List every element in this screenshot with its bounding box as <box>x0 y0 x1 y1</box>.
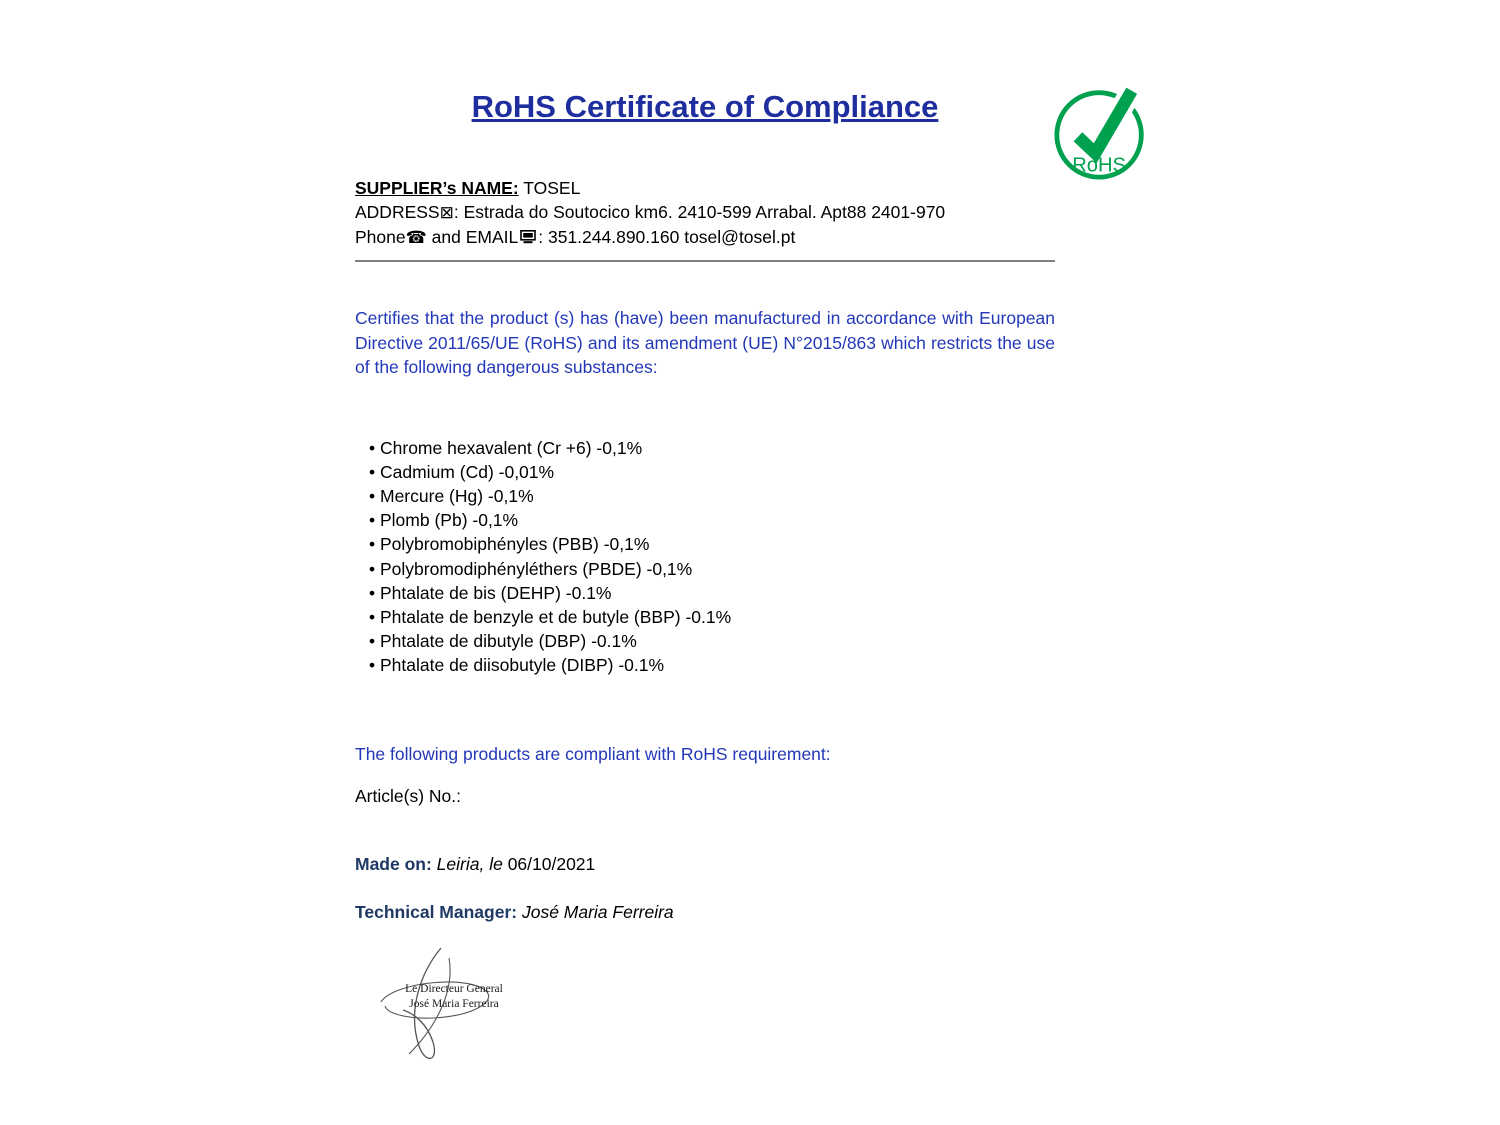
supplier-name-value: TOSEL <box>518 178 581 198</box>
made-on-line <box>355 852 1055 876</box>
supplier-contact-line <box>355 225 1055 250</box>
article-label: Article(s) No.: <box>355 785 461 806</box>
phone-icon: ☎ <box>405 228 427 247</box>
envelope-icon: ⊠ <box>439 203 454 222</box>
email-label: and EMAIL <box>426 227 519 247</box>
technical-manager-line <box>355 900 1055 924</box>
substance-item: • Phtalate de dibutyle (DBP) -0.1% <box>369 629 1055 653</box>
supplier-block <box>355 176 1055 250</box>
computer-icon <box>520 226 536 250</box>
supplier-name-line <box>355 176 1055 200</box>
signature-block <box>363 944 543 1074</box>
compliance-statement: The following products are compliant with RoHS requirement: <box>355 743 831 764</box>
supplier-name-label: SUPPLIER’s NAME: <box>355 178 519 198</box>
signature-line2: José Maria Ferreira <box>409 997 499 1010</box>
substance-item: • Mercure (Hg) -0,1% <box>369 484 1055 508</box>
made-on-date: 06/10/2021 <box>507 853 596 874</box>
made-on-label: Made on: <box>355 853 432 874</box>
header-divider <box>355 260 1055 262</box>
substance-item: • Cadmium (Cd) -0,01% <box>369 460 1055 484</box>
substances-list <box>355 436 1055 678</box>
contact-value: : 351.244.890.160 tosel@tosel.pt <box>538 227 796 247</box>
substance-item: • Phtalate de diisobutyle (DIBP) -0.1% <box>369 653 1055 677</box>
substance-item: • Polybromodiphényléthers (PBDE) -0,1% <box>369 557 1055 581</box>
address-label: ADDRESS <box>355 202 440 222</box>
substance-item: • Chrome hexavalent (Cr +6) -0,1% <box>369 436 1055 460</box>
address-value: : Estrada do Soutocico km6. 2410-599 Arrabal. Apt88 2401-970 <box>453 202 946 222</box>
signature-line1: Le Directeur General <box>405 982 503 995</box>
substance-item: • Phtalate de benzyle et de butyle (BBP) -0.1% <box>369 605 1055 629</box>
substance-item: • Plomb (Pb) -0,1% <box>369 508 1055 532</box>
page-title: RoHS Certificate of Compliance <box>471 89 939 124</box>
document-content <box>355 0 1055 1074</box>
signature-text <box>399 982 509 1012</box>
substance-item: • Phtalate de bis (DEHP) -0.1% <box>369 581 1055 605</box>
made-on-place: Leiria, le <box>431 853 508 874</box>
rohs-logo <box>1053 83 1149 183</box>
rohs-logo-label: RoHS <box>1072 154 1126 177</box>
substance-item: • Polybromobiphényles (PBB) -0,1% <box>369 532 1055 556</box>
supplier-address-line <box>355 200 1055 225</box>
technical-manager-label: Technical Manager: <box>355 901 518 922</box>
rohs-check-icon <box>1053 83 1149 183</box>
technical-manager-name: José Maria Ferreira <box>517 901 674 922</box>
phone-label: Phone <box>355 227 406 247</box>
certification-paragraph: Certifies that the product (s) has (have) been manufactured in accordance with European Directive 2011/65/UE (RoHS) and its amendment (UE) N°2015/863 which restricts the use of the following dangerous substances: <box>355 308 1055 377</box>
